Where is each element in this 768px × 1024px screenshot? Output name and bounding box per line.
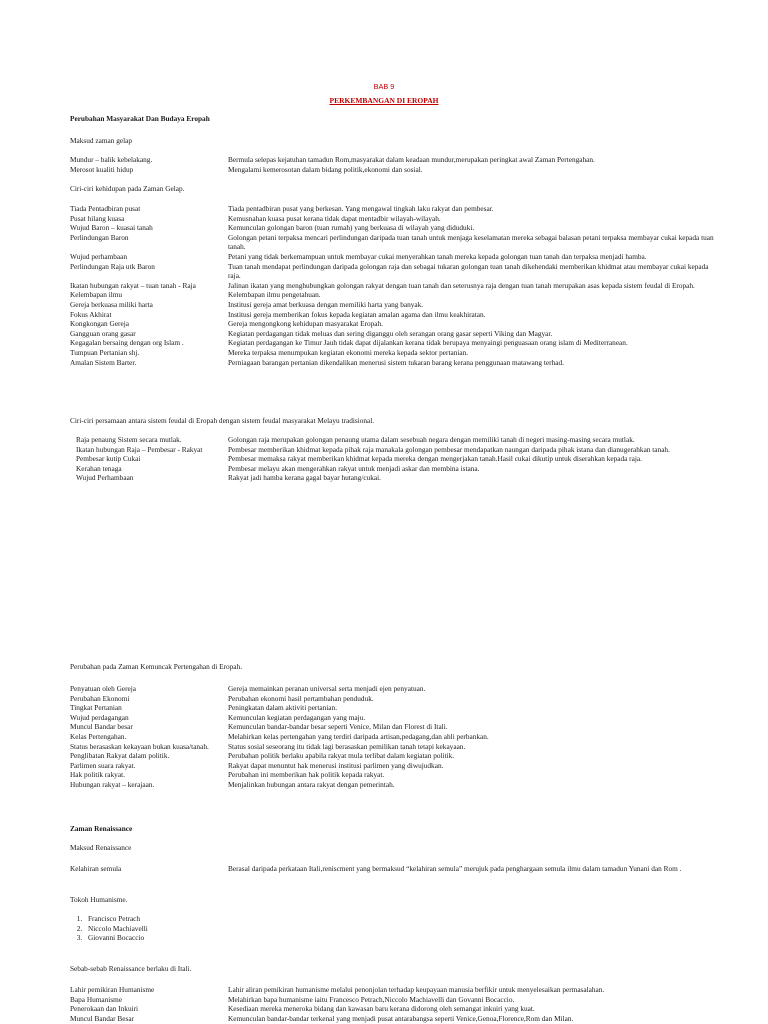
- row-value: Pembesar melayu akan mengerahkan rakyat untuk menjadi askar dan membina istana.: [228, 463, 480, 473]
- table-row: [70, 214, 728, 224]
- table-row: [70, 751, 728, 761]
- row-value: Rakyat dapat menuntut hak menerusi institusi parlimen yang diwujudkan.: [228, 760, 444, 770]
- row-value: Lahir aliran pemikiran humanisme melalui penonjolan terhadap keupayaan manusia berfikir untuk menyelesaikan permasalahan.: [228, 985, 605, 994]
- table-row: [70, 732, 728, 742]
- row-key: Hak politik rakyat.: [70, 770, 125, 780]
- table-row: [70, 464, 728, 474]
- row-value: Kemunculan golongan baron (tuan rumah) yang berkuasa di wilayah yang diduduki.: [228, 223, 475, 233]
- table-row: [70, 262, 728, 281]
- table-row: [70, 703, 728, 713]
- row-key: Fokus Akhirat: [70, 309, 112, 319]
- row-key: Pembesar kutip Cukai: [76, 454, 141, 464]
- row-value: Golongan raja merupakan golongan penaung utama dalam sesebuah negara dengan memiliki tanah di negeri masing-masing secara mutlak.: [228, 435, 635, 444]
- table-row: [70, 454, 728, 464]
- row-value: Institusi gereja amat berkuasa dengan memiliki harta yang banyak.: [228, 299, 424, 309]
- row-key: Raja penaung Sistem secara mutlak.: [76, 435, 182, 444]
- row-key: Ikatan hubungan Raja – Pembesar - Rakyat: [76, 444, 203, 454]
- feudal-table: [70, 435, 728, 483]
- row-value: Rakyat jadi hamba kerana gagal bayar hutang/cukai.: [228, 473, 381, 483]
- row-key: Ikatan hubungan rakyat – tuan tanah - Raja: [70, 280, 196, 290]
- table-row: [70, 310, 728, 320]
- row-value: Perniagaan barangan pertanian dikendalikan menerusi sistem tukaran barang kerana penggunaan matawang terhad.: [228, 357, 564, 367]
- table-row: [70, 1014, 728, 1024]
- table-row: [70, 770, 728, 780]
- row-value: Mengalami kemerosotan dalam bidang politik,ekonomi dan sosial.: [228, 164, 423, 174]
- row-key: Wujud Perhambaan: [76, 473, 134, 483]
- tokoh-item: 1. Francisco Petrach: [84, 914, 728, 924]
- table-row: [70, 761, 728, 771]
- row-value: Institusi gereja memberikan fokus kepada kegiatan amalan agama dan ilmu keakhiratan.: [228, 309, 486, 319]
- row-value: Perubahan ekonomi hasil pertambahan penduduk.: [228, 693, 374, 703]
- table-row: [70, 319, 728, 329]
- table-row: [70, 694, 728, 704]
- sebab-label: Sebab-sebab Renaissance berlaku di Itali.: [70, 964, 192, 973]
- table-row: [70, 204, 728, 214]
- row-key: Parlimen suara rakyat.: [70, 760, 136, 770]
- definition-row: Kelahiran semula Berasal daripada perkataan Itali,reniscment yang bermaksud “kelahiran semula” merujuk pada penghargaan semula ilmu dalam tamadun Yunani dan Rom .: [70, 864, 682, 873]
- row-key: Kegagalan bersaing dengan org Islam .: [70, 338, 184, 348]
- row-key: Perlindungan Baron: [70, 232, 129, 242]
- table-row: [70, 300, 728, 310]
- table-row: [70, 995, 728, 1005]
- ciri-gelap-table: [70, 204, 728, 367]
- row-key: Kongkongan Gereja: [70, 319, 129, 329]
- feudal-label: Ciri-ciri persamaan antara sistem feudal di Eropah dengan sistem feudal masyarakat Melayu tradisional.: [70, 416, 375, 425]
- row-key: Bapa Humanisme: [70, 994, 123, 1004]
- table-row: [70, 713, 728, 723]
- row-key: Tingkat Pertanian: [70, 703, 122, 713]
- row-value: Kemusnahan kuasa pusat kerana tidak dapat mentadbir wilayah-wilayah.: [228, 213, 441, 223]
- table-row: [70, 338, 728, 348]
- renaissance-heading: Zaman Renaissance: [70, 824, 133, 833]
- row-value: Menjalinkan hubungan antara rakyat dengan pemerintah.: [228, 779, 395, 789]
- row-key: Penerokaan dan Inkuiri: [70, 1004, 139, 1014]
- row-key: Hubungan rakyat – kerajaan.: [70, 779, 155, 789]
- row-value: Perubahan ini memberikan hak politik kepada rakyat.: [228, 770, 385, 780]
- row-key: Wujud perdagangan: [70, 712, 129, 722]
- table-row: [70, 252, 728, 262]
- row-value: Golongan petani terpaksa mencari perlindungan daripada tuan tanah untuk menjaga keselamatan mereka sebagai balasan petani terpaksa membayar cukai kepada tuan tanah.: [228, 232, 714, 252]
- row-value: Tuan tanah mendapat perlindungan daripada golongan raja dan sebagai tukaran golongan tuan tanah dikehendaki memberikan khidmat atau membayar cukai kepada raja.: [228, 261, 709, 281]
- row-value: Pembesar memaksa rakyat memberikan khidmat kepada mereka dengan mengerjakan tanah.Hasil cukai dikutip untuk diserahkan kepada raja.: [228, 454, 642, 464]
- zaman-gelap-label: Maksud zaman gelap: [70, 136, 133, 145]
- table-row: [70, 358, 728, 368]
- table-row: [70, 722, 728, 732]
- row-value: Kesediaan mereka meneroka bidang dan kawasan baru kerana didorong oleh semangat inkuiri yang kuat.: [228, 1004, 535, 1014]
- table-row: [70, 348, 728, 358]
- row-key: Muncul Bandar besar: [70, 722, 133, 732]
- row-key: Penglibatan Rakyat dalam politik.: [70, 751, 170, 761]
- row-value: Mereka terpaksa menumpukan kegiatan ekonomi mereka kepada sektor pertanian.: [228, 347, 469, 357]
- row-key: Perlindungan Raja utk Baron: [70, 261, 155, 271]
- table-row: [70, 445, 728, 455]
- row-key: Tiada Pentadbiran pusat: [70, 204, 141, 213]
- section-heading: Perubahan Masyarakat Dan Budaya Eropah: [70, 114, 210, 123]
- kemuncak-label: Perubahan pada Zaman Kemuncak Pertengahan di Eropah.: [70, 662, 243, 671]
- row-value: Jalinan ikatan yang menghubungkan golongan rakyat dengan tuan tanah dan seterusnya raja dengan tuan tanah merupakan asas kepada sistem feudal di Eropah.: [228, 280, 695, 290]
- row-value: Status sosial seseorang itu tidak lagi berasaskan pemilikan tanah tetapi kekayaan.: [228, 741, 466, 751]
- table-row: [70, 281, 728, 291]
- row-key: Kerahan tenaga: [76, 463, 122, 473]
- row-value: Tiada pentadbiran pusat yang berkesan. Yang mengawal tingkah laku rakyat dan pembesar.: [228, 204, 494, 213]
- row-value: Kemunculan bandar-bandar besar seperti Venice, Milan dan Florest di Itali.: [228, 722, 448, 732]
- table-row: [70, 742, 728, 752]
- row-value: Melahirkan bapa humanisme iaitu Francesco Petrach,Niccolo Machiavelli dan Govanni Bocaccio.: [228, 994, 515, 1004]
- row-value: Petani yang tidak berkemampuan untuk membayar cukai menyerahkan tanah mereka kepada golongan tuan tanah dan terpaksa menjadi hamba.: [228, 251, 647, 261]
- renaissance-definition: [70, 864, 728, 874]
- row-key: Status berasaskan kekayaan bukan kuasa/tanah.: [70, 741, 209, 751]
- zaman-gelap-definitions: [70, 155, 728, 174]
- row-key: Amalan Sistem Barter.: [70, 357, 137, 367]
- tokoh-label: Tokoh Humanisme.: [70, 895, 128, 904]
- table-row: [70, 1004, 728, 1014]
- tokoh-list: [70, 914, 728, 943]
- ciri-gelap-label: Ciri-ciri kehidupan pada Zaman Gelap.: [70, 184, 185, 193]
- chapter-title: PERKEMBANGAN DI EROPAH: [329, 96, 439, 105]
- table-row: [70, 435, 728, 445]
- row-value: Peningkatan dalam aktiviti pertanian.: [228, 703, 338, 713]
- row-key: Kelembapan ilmu: [70, 290, 123, 300]
- table-row: [70, 223, 728, 233]
- row-key: Gereja berkuasa miliki harta: [70, 299, 153, 309]
- row-value: Kelembapan ilmu pengetahuan.: [228, 290, 321, 300]
- renaissance-maksud-label: Maksud Renaissance: [70, 843, 132, 852]
- row-key: Wujud Baron – kuasai tanah: [70, 223, 153, 233]
- table-row: [70, 985, 728, 995]
- row-value: Kemunculan bandar-bandar terkenal yang menjadi pusat antarabangsa seperti Venice,Genoa,Florence,Rom dan Milan.: [228, 1013, 574, 1023]
- row-key: Kelas Pertengahan.: [70, 731, 127, 741]
- row-key: Merosot kualiti hidup: [70, 164, 134, 174]
- row-key: Gangguan orang gasar: [70, 328, 136, 338]
- row-value: Perubahan politik berlaku apabila rakyat mula terlibat dalam kegiatan politik.: [228, 751, 455, 761]
- row-value: Kegiatan perdagangan ke Timur Jauh tidak dapat dijalankan kerana tidak berupaya menyaingi penguasaan orang islam di Mediterranean.: [228, 338, 628, 348]
- row-value: Pembesar memberikan khidmat kepada pihak raja manakala golongan pembesar mendapatkan naungan daripada pihak istana dan dianugerahkan tanah.: [228, 444, 670, 454]
- table-row: [70, 684, 728, 694]
- row-value: Kemunculan kegiatan perdagangan yang maju.: [228, 712, 366, 722]
- table-row: [70, 780, 728, 790]
- row-value: Kegiatan perdagangan tidak meluas dan sering diganggu oleh serangan orang gasar seperti Viking dan Magyar.: [228, 328, 553, 338]
- row-key: Tumpuan Pertanian shj.: [70, 347, 140, 357]
- row-value: Melahirkan kelas pertengahan yang terdiri daripada artisan,pedagang,dan ahli perbankan.: [228, 731, 489, 741]
- row-key: Wujud perhambaan: [70, 251, 128, 261]
- row-value: Gereja mengongkong kehidupan masyarakat Eropah.: [228, 319, 384, 329]
- row-key: Mundur – balik kebelakang.: [70, 155, 153, 164]
- row-key: Muncul Bandar Besar: [70, 1013, 135, 1023]
- tokoh-item: 3. Giovanni Bocaccio: [84, 933, 728, 943]
- row-value: Gereja memainkan peranan universal serta menjadi ejen penyatuan.: [228, 684, 426, 693]
- table-row: [70, 155, 728, 165]
- table-row: [70, 233, 728, 252]
- row-key: Pusat hilang kuasa: [70, 213, 125, 223]
- table-row: [70, 329, 728, 339]
- row-key: Lahir pemikiran Humanisme: [70, 985, 155, 994]
- table-row: [70, 165, 728, 175]
- tokoh-item: 2. Niccolo Machiavelli: [84, 924, 728, 934]
- chapter-number: BAB 9: [373, 82, 395, 91]
- table-row: [70, 290, 728, 300]
- row-value: Bermula selepas kejatuhan tamadun Rom,masyarakat dalam keadaan mundur,merupakan peringkat awal Zaman Pertengahan.: [228, 155, 595, 164]
- sebab-table: [70, 985, 728, 1023]
- row-key: Perubahan Ekonomi: [70, 693, 130, 703]
- table-row: [70, 473, 728, 483]
- row-key: Penyatuan oleh Gereja: [70, 684, 137, 693]
- kemuncak-table: [70, 684, 728, 790]
